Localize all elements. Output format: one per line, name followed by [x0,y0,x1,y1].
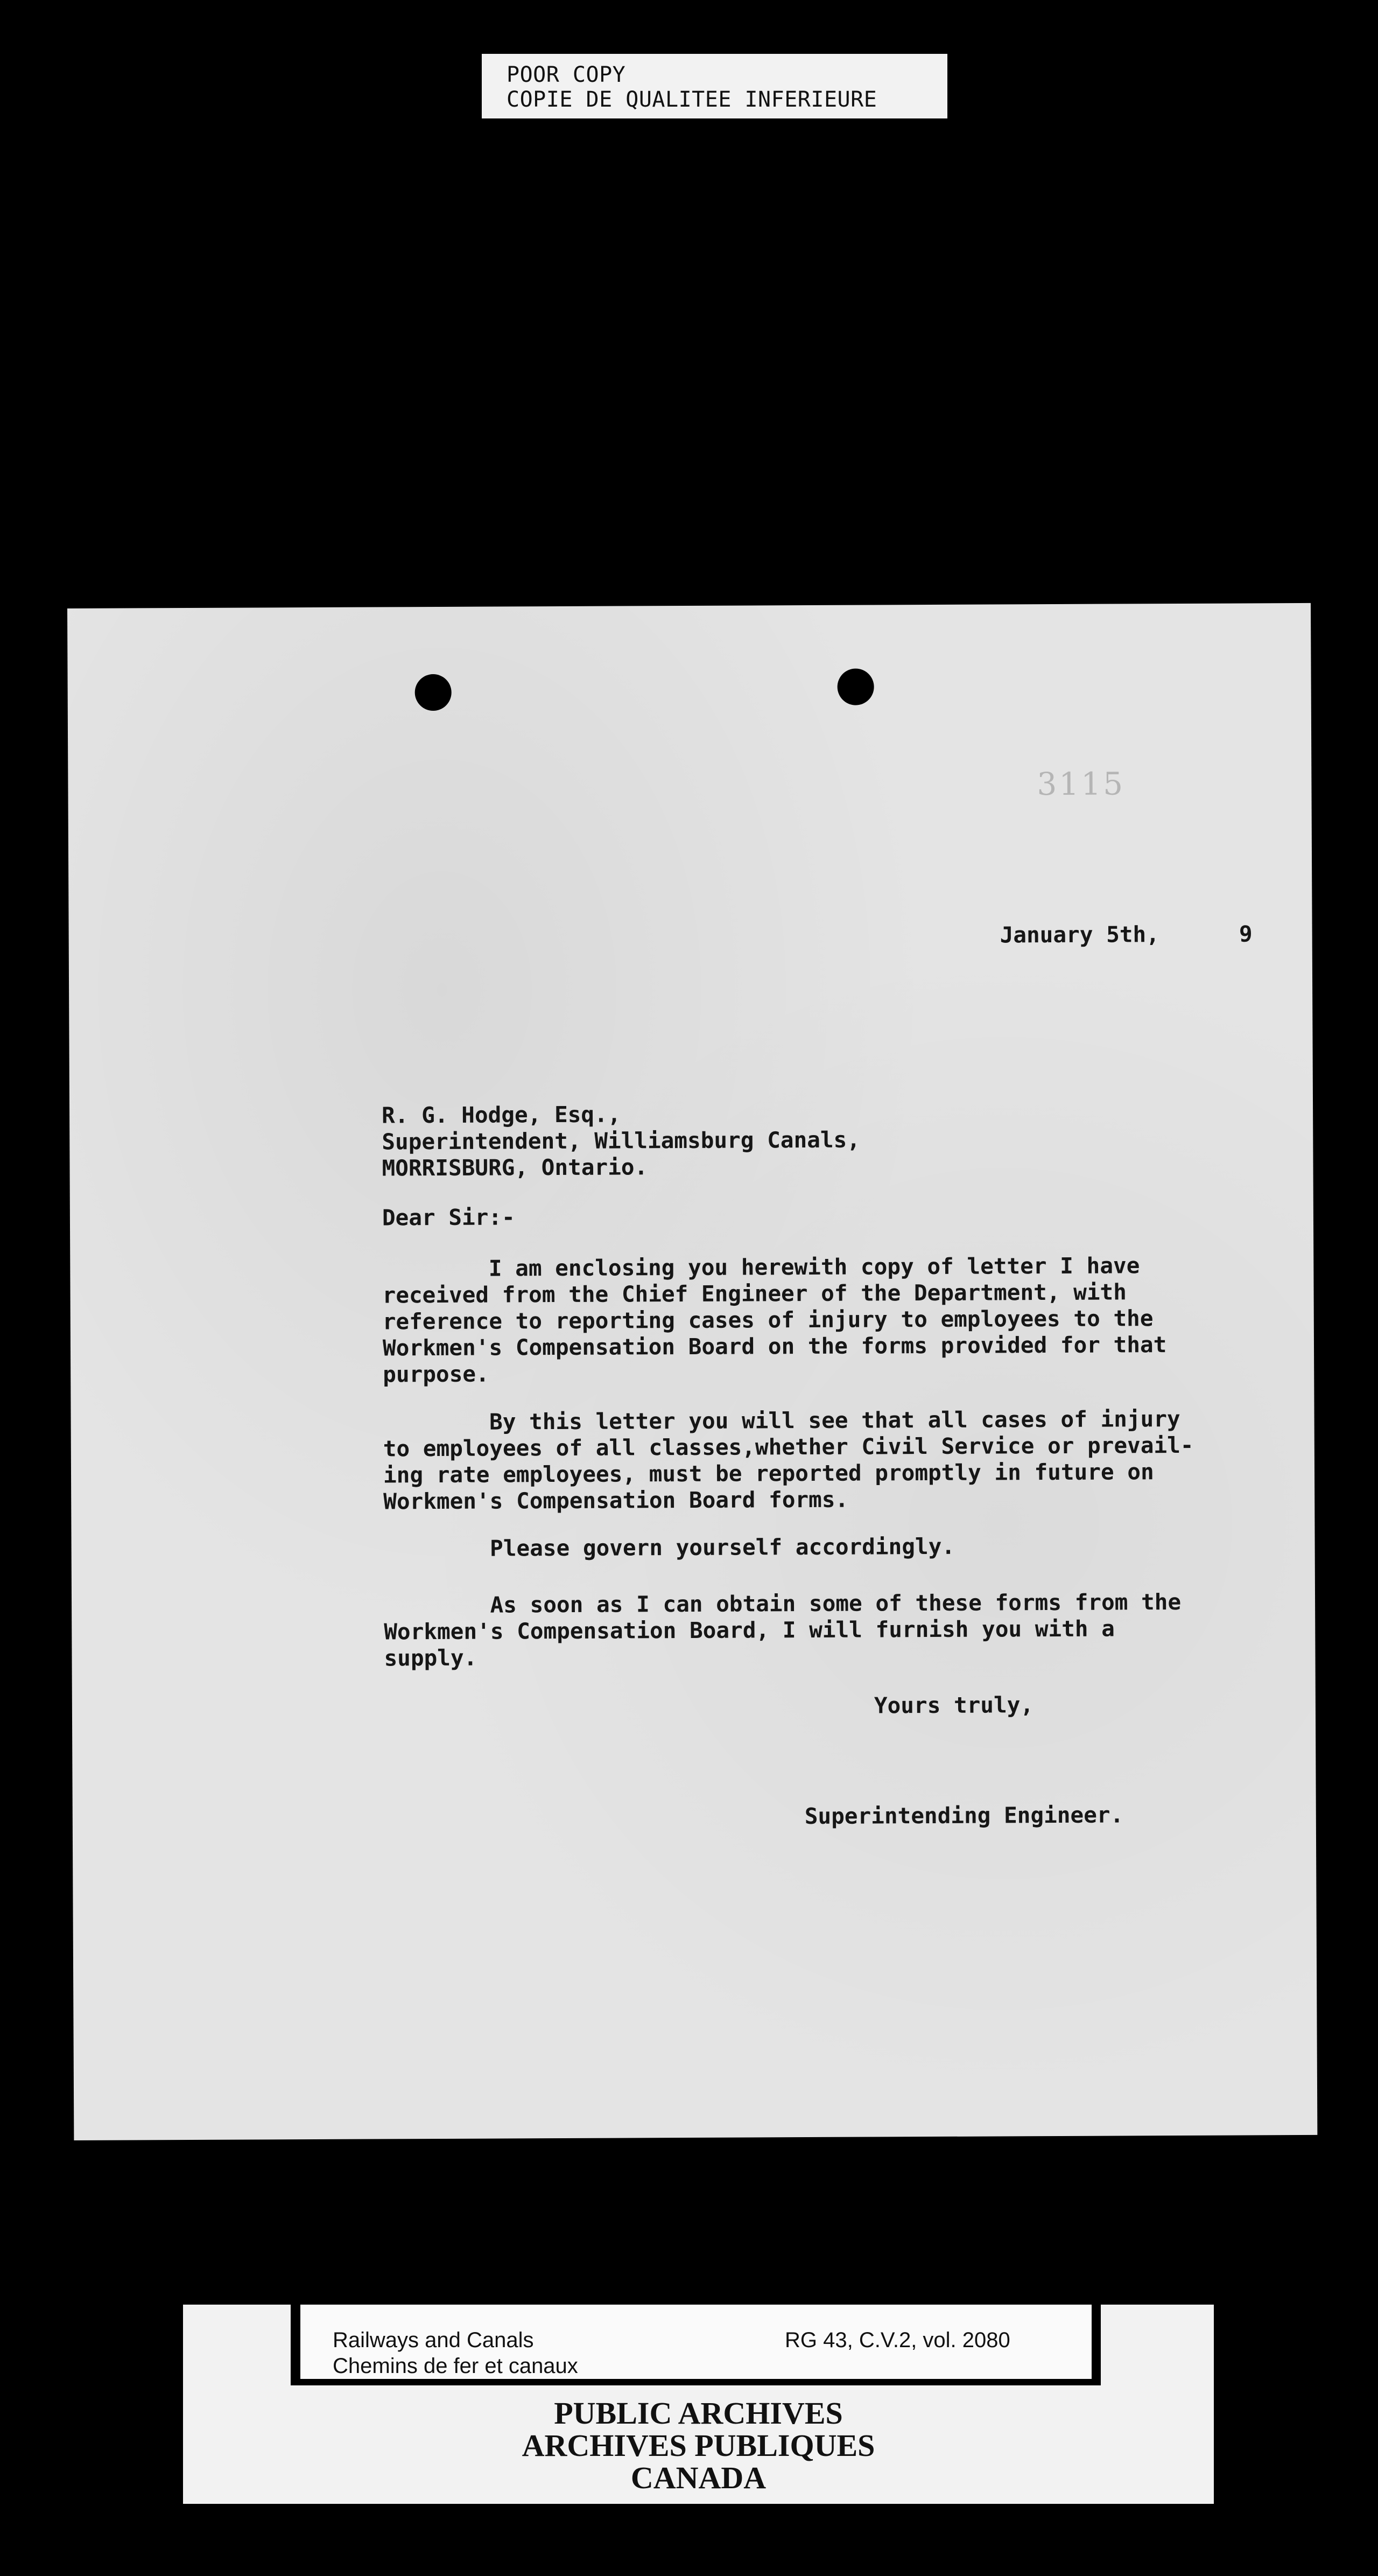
punch-hole-left [415,674,452,711]
archive-title-line: CANADA [630,2460,767,2495]
text-line: Workmen's Compensation Board, I will furnish you with a [384,1615,1115,1645]
file-number: 3115 [1037,765,1126,803]
address-line: MORRISBURG, Ontario. [382,1154,648,1181]
archive-series-box [300,2305,1092,2379]
text-line: to employees of all classes,whether Civil Service or prevail- [383,1432,1194,1462]
text-line: Workmen's Compensation Board forms. [383,1486,849,1515]
text-line: Workmen's Compensation Board on the forms provided for that [382,1332,1167,1361]
salutation: Dear Sir:- [382,1204,515,1231]
archive-title-line: PUBLIC ARCHIVES [554,2396,843,2431]
text-line: I am enclosing you herewith copy of letter I have [382,1252,1140,1282]
series-english: Railways and Canals [333,2328,534,2352]
paragraph-1 [382,1252,1166,1388]
text-line: purpose. [383,1361,489,1388]
paragraph-3: Please govern yourself accordingly. [383,1533,955,1562]
letter-date: January 5th, 9 [1000,921,1253,948]
archive-title [183,2397,1214,2494]
recipient-address [382,1101,860,1182]
paragraph-4 [384,1589,1182,1671]
text-line: As soon as I can obtain some of these forms from the [383,1588,1182,1619]
text-line: supply. [384,1644,477,1671]
paragraph-2 [383,1406,1194,1515]
text-line: received from the Chief Engineer of the Department, with [382,1279,1127,1308]
punch-hole-right [838,668,874,705]
text-line: ing rate employees, must be reported promptly in future on [383,1459,1154,1488]
archive-label [183,2305,1214,2504]
text-line: reference to reporting cases of injury to employees to the [382,1305,1154,1335]
archive-title-line: ARCHIVES PUBLIQUES [522,2428,875,2463]
stamp-line-2: COPIE DE QUALITEE INFERIEURE [507,87,877,112]
closing: Yours truly, [874,1692,1034,1719]
text-line: By this letter you will see that all cases of injury [383,1405,1180,1436]
address-line: R. G. Hodge, Esq., [382,1101,621,1129]
signature-title: Superintending Engineer. [804,1802,1124,1830]
series-french: Chemins de fer et canaux [333,2354,578,2378]
letter-page [67,603,1317,2140]
poor-copy-stamp [482,54,947,118]
stamp-line-1: POOR COPY [507,62,626,87]
address-line: Superintendent, Williamsburg Canals, [382,1126,861,1155]
archive-reference: RG 43, C.V.2, vol. 2080 [785,2328,1010,2352]
